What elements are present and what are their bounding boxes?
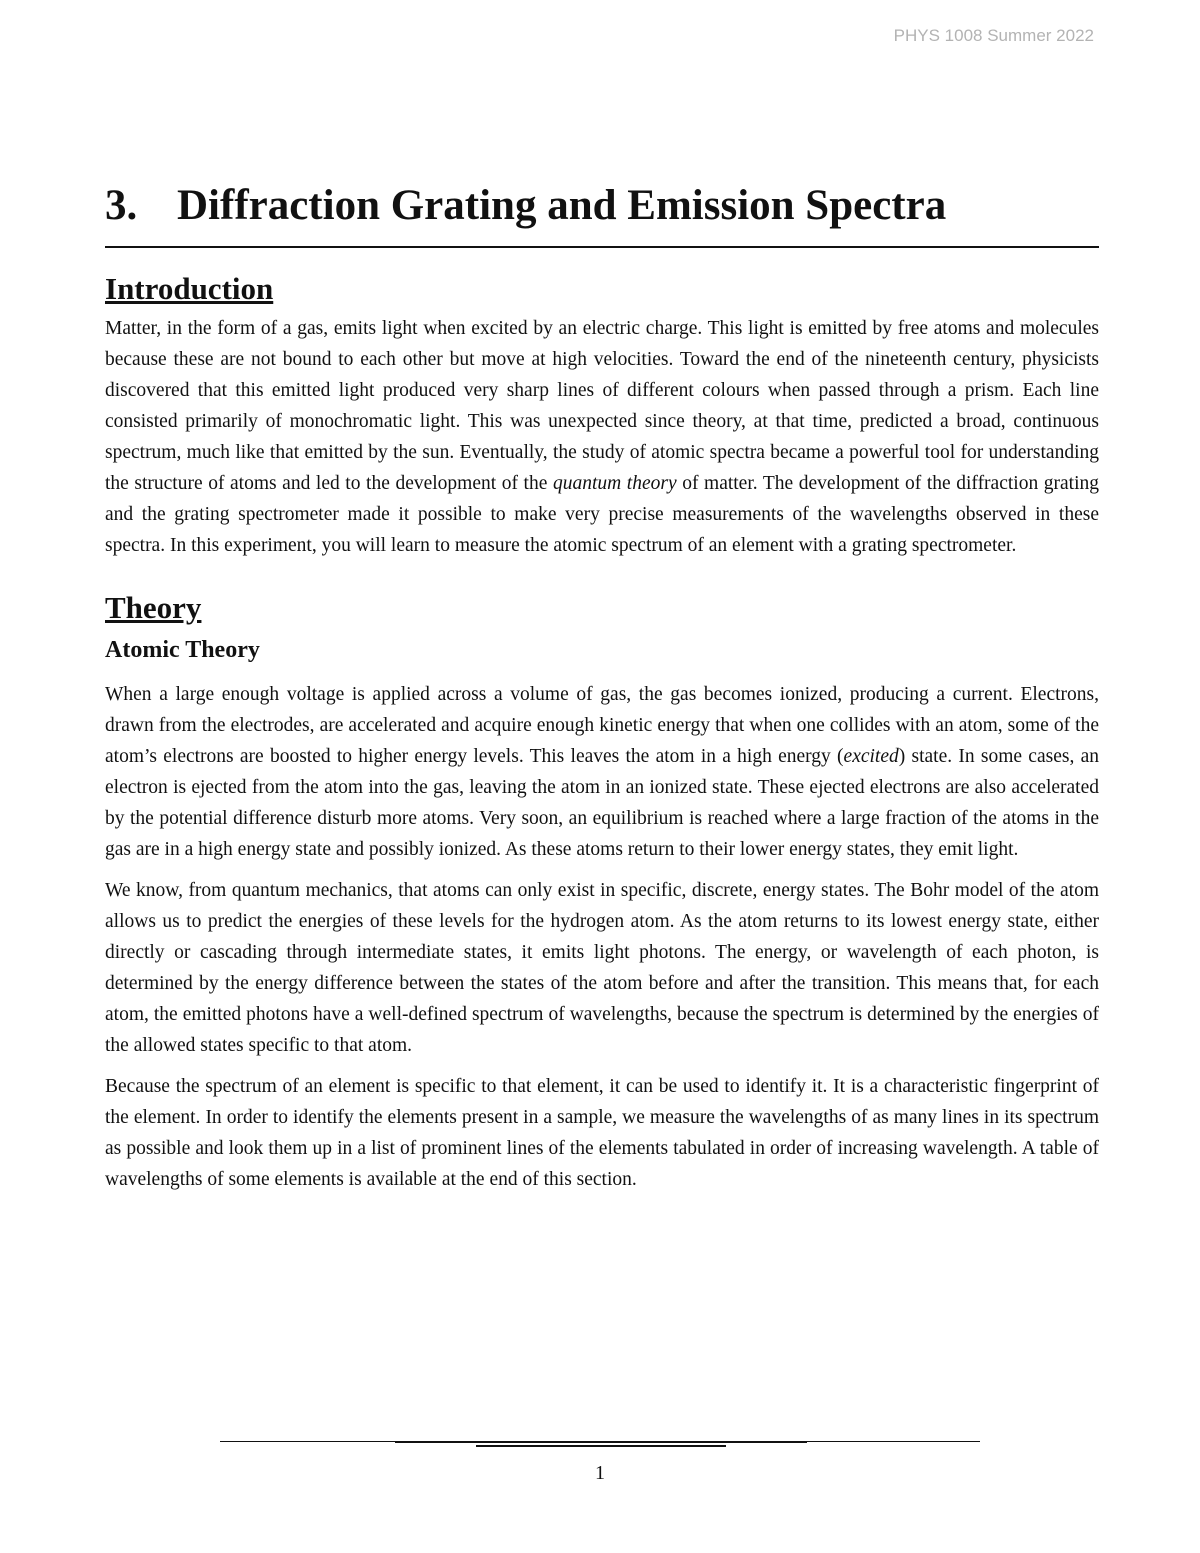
introduction-paragraph [105, 313, 1099, 561]
intro-text-part2: of matter. The development of the diffraction grating and the grating spectrometer made it possible to make very precise measurements of the wavelengths observed in these spectra. In this experiment, you will learn to measure the atomic spectrum of an element with a grating spectrometer. [105, 472, 1100, 556]
theory-heading: Theory [105, 589, 202, 625]
theory-paragraph-3: Because the spectrum of an element is specific to that element, it can be used to identify it. It is a characteristic fingerprint of the element. In order to identify the elements present in a sample, we measure the wavelengths of as many lines in its spectrum as possible and look them up in a list of prominent lines of the elements tabulated in order of increasing wavelength. A table of wavelengths of some elements is available at the end of this section. [105, 1075, 1099, 1190]
page-number: 1 [595, 1462, 605, 1484]
atomic-theory-subheading: Atomic Theory [105, 636, 260, 663]
footer-rule-middle [395, 1441, 807, 1443]
theory-p1-part2: ) state. In some cases, an electron is ejected from the atom into the gas, leaving the atom in an ionized state. These ejected electrons are also accelerated by the potential difference disturb more atoms. Very soon, an equilibrium is reached where a large fraction of the atoms in the gas are in a high energy state and possibly ionized. As these atoms return to their lower energy states, they emit light. [105, 745, 1099, 860]
theory-p1-emphasis: excited [843, 745, 899, 767]
introduction-heading: Introduction [105, 270, 274, 306]
page-content [105, 180, 1099, 1205]
intro-text-part1: Matter, in the form of a gas, emits light when excited by an electric charge. This light is emitted by free atoms and molecules because these are not bound to each other but move at high velocities. Toward the end of the nineteenth century, physicists discovered that this emitted light produced very sharp lines of different colours when passed through a prism. Each line consisted primarily of monochromatic light. This was unexpected since theory, at that time, predicted a broad, continuous spectrum, much like that emitted by the sun. Eventually, the study of atomic spectra became a powerful tool for understanding the structure of atoms and led to the development of the [105, 317, 1099, 494]
theory-p1-part1: When a large enough voltage is applied across a volume of gas, the gas becomes ionized, producing a current. Electrons, drawn from the electrodes, are accelerated and acquire enough kinetic energy that when one collides with an atom, some of the atom’s electrons are boosted to higher energy levels. This leaves the atom in a high energy ( [105, 683, 1099, 767]
chapter-number: 3. [105, 182, 138, 229]
footer-rule-inner [476, 1445, 726, 1447]
chapter-title [105, 180, 1099, 248]
theory-paragraph-2: We know, from quantum mechanics, that atoms can only exist in specific, discrete, energy states. The Bohr model of the atom allows us to predict the energies of these levels for the hydrogen atom. As the atom returns to its lowest energy state, either directly or cascading through intermediate states, it emits light photons. The energy, or wavelength of each photon, is determined by the energy difference between the states of the atom before and after the transition. This means that, for each atom, the emitted photons have a well-defined spectrum of wavelengths, because the spectrum is determined by the energies of the allowed states specific to that atom. [105, 879, 1099, 1056]
intro-emphasis: quantum theory [552, 472, 677, 494]
chapter-title-text: Diffraction Grating and Emission Spectra [177, 182, 947, 229]
theory-paragraph-1 [105, 679, 1099, 865]
running-head: PHYS 1008 Summer 2022 [893, 26, 1094, 45]
